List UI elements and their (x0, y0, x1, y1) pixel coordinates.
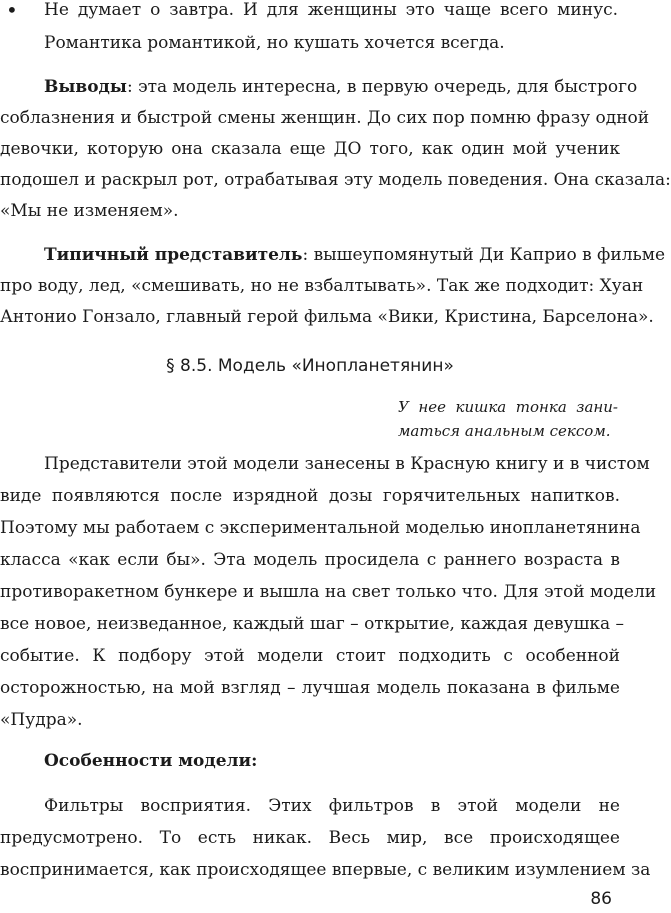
conclusions-line-4: подошел и раскрыл рот, отрабатывая эту модель поведения. Она сказала: (0, 170, 671, 190)
conclusions-line-1: Выводы: эта модель интересна, в первую очередь, для быстрого (44, 77, 638, 97)
typical-line-3: Антонио Гонзало, главный герой фильма «Вики, Кристина, Барселона». (0, 307, 654, 327)
para2-line-1: Фильтры восприятия. Этих фильтров в этой модели не (44, 796, 620, 816)
conclusions-label: Выводы (44, 77, 127, 97)
para1-line-6: все новое, неизведанное, каждый шаг – открытие, каждая девушка – (0, 614, 625, 634)
para1-line-5: противоракетном бункере и вышла на свет только что. Для этой модели (0, 582, 657, 602)
epigraph-line-2: маться анальным сексом. (398, 422, 611, 440)
para2-line-3: воспринимается, как происходящее впервые, с великим изумлением за (0, 860, 651, 880)
para1-line-2: виде появляются после изрядной дозы горячительных напитков. (0, 486, 620, 506)
bullet-icon: • (6, 0, 18, 22)
para1-line-8: осторожностью, на мой взгляд – лучшая модель показана в фильме (0, 678, 620, 698)
bullet-item (0, 0, 620, 22)
section-heading: § 8.5. Модель «Инопланетянин» (166, 356, 454, 376)
features-heading: Особенности модели: (44, 751, 258, 771)
page-number: 86 (590, 889, 612, 909)
para1-line-9: «Пудра». (0, 710, 83, 730)
bullet-text-line-1: Не думает о завтра. И для женщины это чаще всего минус. (44, 0, 618, 20)
conclusions-line-3: девочки, которую она сказала еще ДО того, как один мой ученик (0, 139, 620, 159)
typical-line-1: Типичный представитель: вышеупомянутый Ди Каприо в фильме (44, 245, 666, 265)
para1-line-4: класса «как если бы». Эта модель просидела с раннего возраста в (0, 550, 620, 570)
para1-line-3: Поэтому мы работаем с экспериментальной моделью инопланетянина (0, 518, 641, 538)
conclusions-line-5: «Мы не изменяем». (0, 201, 179, 221)
para2-line-2: предусмотрено. То есть никак. Весь мир, все происходящее (0, 828, 620, 848)
typical-label: Типичный представитель (44, 245, 303, 265)
bullet-text-line-2: Романтика романтикой, но кушать хочется всегда. (44, 33, 505, 53)
typical-line-2: про воду, лед, «смешивать, но не взбалтывать». Так же подходит: Хуан (0, 276, 644, 296)
para1-line-1: Представители этой модели занесены в Красную книгу и в чистом (44, 454, 650, 474)
conclusions-line-2: соблазнения и быстрой смены женщин. До сих пор помню фразу одной (0, 108, 650, 128)
para1-line-7: событие. К подбору этой модели стоит подходить с особенной (0, 646, 620, 666)
epigraph-line-1: У нее кишка тонка зани- (398, 398, 618, 416)
